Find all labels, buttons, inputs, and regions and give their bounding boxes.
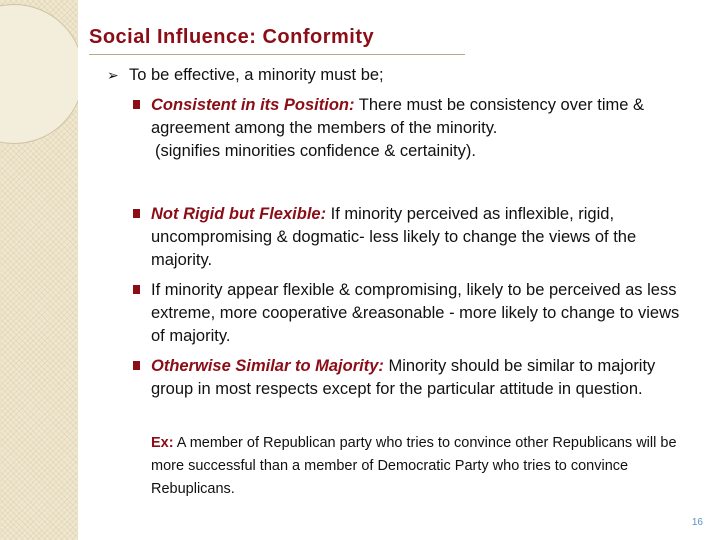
square-bullet-icon	[133, 361, 140, 370]
intro-text: To be effective, a minority must be;	[129, 66, 384, 84]
intro-bullet	[107, 66, 384, 85]
title-underline	[89, 54, 465, 55]
point-flexible	[133, 279, 696, 348]
point-consistent	[133, 94, 696, 163]
point-emphasis: Consistent in its Position:	[151, 96, 355, 114]
example-text	[151, 432, 681, 501]
point-text: If minority appear flexible & compromising, likely to be perceived as less extreme, more cooperative &reasonable - more likely to change to views of majority.	[151, 281, 680, 345]
example-body: A member of Republican party who tries to convince other Republicans will be more successful than a member of Democratic Party who tries to convince Rebuplicans.	[151, 435, 677, 497]
slide-title: Social Influence: Conformity	[89, 26, 375, 48]
point-text: There must be consistency over time & agreement among the members of the minority.	[151, 96, 644, 137]
point-text: Minority should be similar to majority group in most respects except for the particular attitude in question.	[151, 357, 656, 398]
decorative-circle	[0, 4, 84, 144]
point-note: (signifies minorities confidence & certainity).	[155, 142, 476, 160]
square-bullet-icon	[133, 209, 140, 218]
point-not-rigid	[133, 203, 696, 272]
point-similar	[133, 355, 696, 401]
point-emphasis: Not Rigid but Flexible:	[151, 205, 327, 223]
point-emphasis: Otherwise Similar to Majority:	[151, 357, 384, 375]
page-number: 16	[691, 517, 703, 528]
square-bullet-icon	[133, 100, 140, 109]
left-decorative-strip	[0, 0, 78, 540]
arrow-bullet-icon: ➢	[107, 67, 119, 83]
square-bullet-icon	[133, 285, 140, 294]
point-text: If minority perceived as inflexible, rigid, uncompromising & dogmatic- less likely to change the views of the majority.	[151, 205, 637, 269]
example-label: Ex:	[151, 435, 174, 451]
